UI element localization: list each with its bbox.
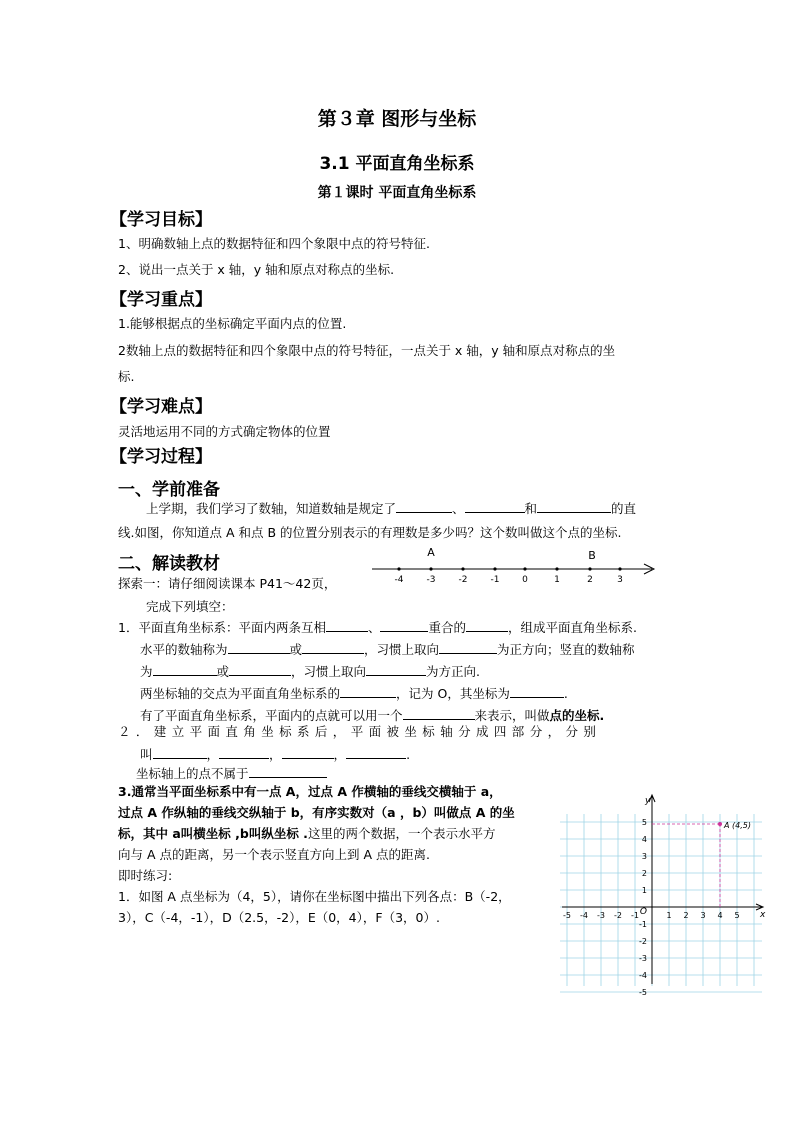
blank[interactable] — [229, 663, 291, 676]
keypoint-2b: 标. — [118, 369, 135, 384]
blank[interactable] — [249, 765, 327, 778]
p2-text: ， — [333, 747, 347, 762]
point-a-label: A (4,5) — [724, 821, 751, 830]
number-line-tick-label: -3 — [426, 575, 436, 585]
y-axis-label: y — [645, 796, 651, 806]
p2-text: ， — [206, 747, 220, 762]
p1-text: ，习惯上取向 — [291, 664, 367, 679]
coordinate-grid — [556, 784, 778, 997]
x-tick-label: -2 — [614, 911, 622, 920]
number-line-tick-dot — [618, 567, 621, 570]
p1-bold-text: 点的坐标. — [549, 708, 605, 723]
number-line-tick-label: -1 — [490, 575, 500, 585]
y-tick-label: 5 — [641, 818, 647, 827]
p3-line-3 — [118, 826, 495, 842]
p1-text: 或 — [216, 664, 230, 679]
x-tick-label: 2 — [683, 911, 689, 920]
y-tick-label: -4 — [639, 971, 647, 980]
blank[interactable] — [346, 746, 406, 759]
x-tick-label: -3 — [597, 911, 605, 920]
p1-text: ，习惯上取向 — [364, 642, 440, 657]
p1-text: 1．平面直角坐标系：平面内两条互相 — [118, 620, 326, 635]
practice-label: 即时练习: — [118, 868, 173, 883]
blank[interactable] — [366, 663, 426, 676]
prep-line-2: 线.如图，你知道点 A 和点 B 的位置分别表示的有理数是多少吗？这个数叫做这个点的坐标. — [118, 525, 622, 540]
number-line-tick-label: 1 — [554, 575, 560, 585]
y-tick-label: 1 — [641, 886, 647, 895]
p1-text: 有了平面直角坐标系，平面内的点就可以用一个 — [140, 708, 403, 723]
p1-line-5 — [140, 707, 604, 724]
keypoints-heading: 【学习重点】 — [110, 290, 212, 310]
number-line-tick-dot — [397, 567, 400, 570]
prep-heading: 一、学前准备 — [118, 480, 220, 500]
p1-text: 为 — [140, 664, 153, 679]
p3-line-1: 3.通常当平面坐标系中有一点 A，过点 A 作横轴的垂线交横轴于 a， — [118, 784, 502, 799]
blank[interactable] — [510, 685, 564, 698]
p1-text: ，记为 O，其坐标为 — [396, 686, 510, 701]
number-line-tick-label: 0 — [522, 575, 528, 585]
p3-text: 这里的两个数据，一个表示水平方 — [307, 826, 496, 841]
p1-text: . — [563, 686, 568, 701]
x-tick-label: 3 — [700, 911, 706, 920]
p2-line-2 — [140, 746, 410, 763]
blank[interactable] — [396, 500, 452, 513]
goals-heading: 【学习目标】 — [110, 210, 212, 230]
textbook-heading: 二、解读教材 — [118, 554, 220, 574]
blank[interactable] — [466, 619, 508, 632]
p2-text: 坐标轴上的点不属于 — [136, 766, 249, 781]
goal-item-1: 1、明确数轴上点的数据特征和四个象限中点的符号特征. — [118, 236, 430, 251]
goal-item-2: 2、说出一点关于 x 轴，y 轴和原点对称点的坐标. — [118, 262, 395, 277]
blank[interactable] — [219, 746, 269, 759]
explore-line: 探索一：请仔细阅读课本 P41～42页， — [118, 576, 337, 591]
number-line-tick-label: -4 — [394, 575, 404, 585]
p1-text: 来表示，叫做 — [474, 708, 550, 723]
point-a — [718, 822, 722, 826]
lesson-title: 第１课时 平面直角坐标系 — [317, 185, 477, 201]
p1-line-2 — [140, 641, 635, 658]
p2-line-3 — [136, 765, 327, 782]
blank[interactable] — [228, 641, 290, 654]
p3-bold-text: 标，其中 a叫横坐标 ,b叫纵坐标 . — [118, 826, 308, 841]
number-line-tick-dot — [461, 567, 464, 570]
number-line-tick-dot — [555, 567, 558, 570]
exercise-line-1: 1．如图 A 点坐标为（4，5），请你在坐标图中描出下列各点：B（-2， — [118, 889, 511, 904]
p2-text: ， — [269, 747, 282, 762]
x-tick-label: 1 — [666, 911, 672, 920]
x-tick-label: -5 — [563, 911, 571, 920]
blank[interactable] — [537, 500, 611, 513]
blank[interactable] — [465, 500, 525, 513]
x-tick-label: 4 — [717, 911, 723, 920]
prep-text-d: 的直 — [611, 501, 637, 516]
p1-text: 水平的数轴称为 — [140, 642, 228, 657]
blank[interactable] — [340, 685, 396, 698]
origin-label: O — [639, 907, 647, 917]
blank[interactable] — [153, 746, 207, 759]
x-tick-label: 5 — [734, 911, 740, 920]
number-line — [368, 543, 660, 587]
point-a-label: A — [427, 546, 435, 559]
p2-text: . — [406, 747, 411, 762]
p1-line-4 — [140, 685, 568, 702]
process-heading: 【学习过程】 — [110, 447, 212, 467]
blank[interactable] — [403, 707, 475, 720]
x-tick-label: -4 — [580, 911, 588, 920]
y-tick-label: -3 — [639, 954, 647, 963]
y-tick-label: -5 — [639, 988, 647, 997]
page-title: 第３章 图形与坐标 — [317, 108, 477, 130]
blank[interactable] — [282, 746, 334, 759]
y-tick-label: -1 — [639, 920, 647, 929]
p3-line-4: 向与 A 点的距离，另一个表示竖直方向上到 A 点的距离. — [118, 847, 430, 862]
y-tick-label: 3 — [641, 852, 647, 861]
p2-line-1: ２．建立平面直角坐标系后，平面被坐标轴分成四部分，分别 — [118, 724, 602, 739]
number-line-tick-dot — [429, 567, 432, 570]
p1-text: 为正方向；竖直的数轴称 — [497, 642, 635, 657]
p2-text: 叫 — [140, 747, 153, 762]
p1-line-1 — [118, 619, 637, 636]
p1-text: 两坐标轴的交点为平面直角坐标系的 — [140, 686, 341, 701]
number-line-tick-dot — [523, 567, 526, 570]
x-tick-label: -1 — [631, 911, 639, 920]
number-line-tick-label: 3 — [617, 575, 623, 585]
prep-text-b: 、 — [452, 501, 465, 516]
number-line-tick-dot — [493, 567, 496, 570]
exercise-line-2: 3），C（-4，-1），D（2.5，-2），E（0，4），F（3，0）. — [118, 910, 440, 925]
p1-text: 、 — [367, 620, 381, 635]
p1-text: 为方正向. — [426, 664, 481, 679]
difficulty-line: 灵活地运用不同的方式确定物体的位置 — [118, 424, 331, 439]
p1-text: 重合的 — [428, 620, 466, 635]
prep-text-c: 和 — [524, 501, 538, 516]
y-tick-label: -2 — [639, 937, 647, 946]
section-subtitle: 3.1 平面直角坐标系 — [319, 154, 475, 174]
p1-text: ，组成平面直角坐标系. — [508, 620, 637, 635]
explore-line-2: 完成下列填空： — [146, 599, 234, 614]
blank[interactable] — [153, 663, 217, 676]
difficulties-heading: 【学习难点】 — [110, 397, 212, 417]
y-tick-label: 2 — [641, 869, 647, 878]
p3-line-2: 过点 A 作纵轴的垂线交纵轴于 b，有序实数对（a ，b）叫做点 A 的坐 — [118, 805, 515, 820]
point-b-label: B — [588, 549, 596, 562]
p1-text: 或 — [289, 642, 303, 657]
blank[interactable] — [302, 641, 364, 654]
blank[interactable] — [326, 619, 368, 632]
x-axis-label: x — [760, 910, 766, 920]
prep-line-1 — [146, 500, 636, 517]
keypoint-1: 1.能够根据点的坐标确定平面内点的位置. — [118, 316, 347, 331]
p1-line-3 — [140, 663, 480, 680]
number-line-tick-label: -2 — [458, 575, 468, 585]
prep-text-a: 上学期，我们学习了数轴，知道数轴是规定了 — [146, 501, 397, 516]
y-tick-label: 4 — [641, 835, 647, 844]
blank[interactable] — [380, 619, 428, 632]
keypoint-2a: 2数轴上点的数据特征和四个象限中点的符号特征，一点关于 x 轴，y 轴和原点对称点的坐 — [118, 343, 616, 358]
number-line-tick-label: 2 — [587, 575, 593, 585]
number-line-tick-dot — [588, 567, 591, 570]
blank[interactable] — [439, 641, 497, 654]
